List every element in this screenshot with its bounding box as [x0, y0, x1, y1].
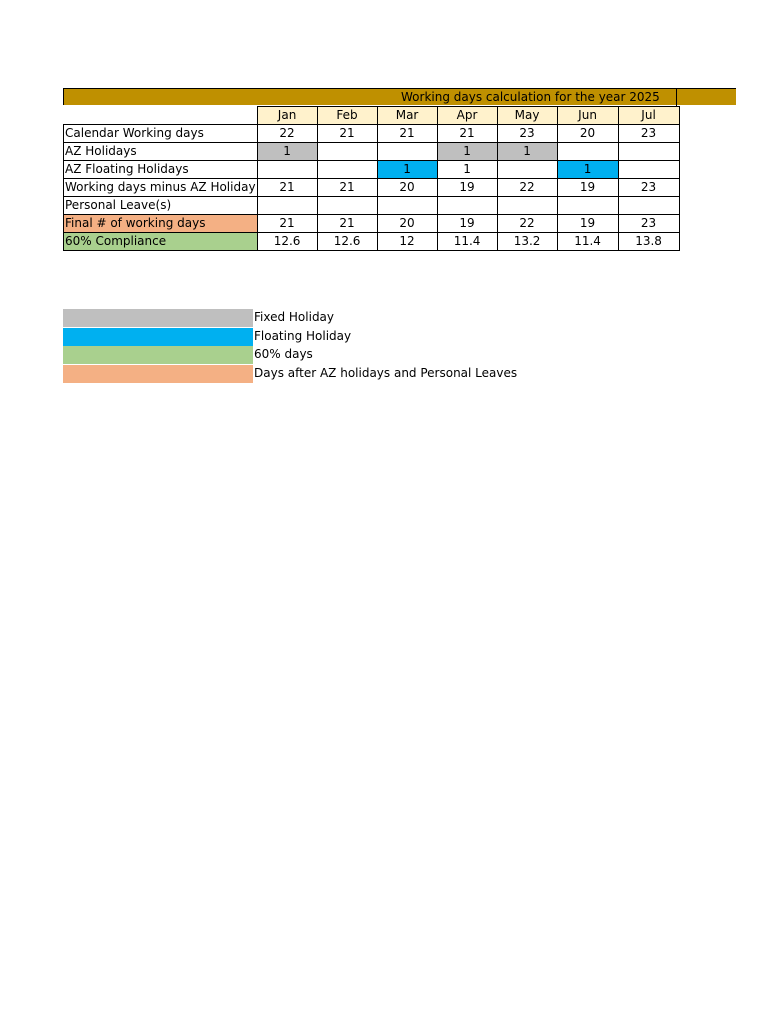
legend-swatch — [63, 328, 253, 346]
table-cell[interactable]: 23 — [618, 179, 679, 197]
table-row — [64, 197, 680, 215]
table-cell[interactable]: 13.2 — [497, 233, 557, 251]
legend-label: Floating Holiday — [254, 328, 352, 343]
row-label[interactable]: Working days minus AZ Holiday — [64, 179, 258, 197]
row-label[interactable]: 60% Compliance — [64, 233, 258, 251]
table-row — [64, 215, 680, 233]
table-cell[interactable]: 21 — [377, 125, 437, 143]
table-cell[interactable]: 23 — [497, 125, 557, 143]
table-cell[interactable]: 20 — [377, 179, 437, 197]
table-cell[interactable] — [497, 161, 557, 179]
month-header-jan[interactable]: Jan — [257, 107, 317, 125]
table-cell[interactable] — [377, 143, 437, 161]
sheet-title-bar — [63, 88, 736, 105]
table-cell[interactable]: 1 — [257, 143, 317, 161]
table-cell[interactable]: 21 — [257, 179, 317, 197]
table-cell[interactable]: 21 — [317, 179, 377, 197]
title-divider — [676, 89, 677, 106]
table-cell[interactable]: 13.8 — [618, 233, 679, 251]
table-cell[interactable]: 1 — [497, 143, 557, 161]
table-cell[interactable]: 1 — [437, 143, 497, 161]
legend-swatch — [63, 365, 253, 383]
row-label[interactable]: Calendar Working days — [64, 125, 258, 143]
table-cell[interactable] — [557, 197, 618, 215]
legend-label: Days after AZ holidays and Personal Leaves — [254, 365, 518, 380]
table-cell[interactable]: 12 — [377, 233, 437, 251]
table-row — [64, 179, 680, 197]
table-cell[interactable] — [317, 161, 377, 179]
table-cell[interactable] — [317, 143, 377, 161]
table-cell[interactable]: 22 — [497, 215, 557, 233]
table-cell[interactable]: 23 — [618, 125, 679, 143]
table-cell[interactable] — [257, 161, 317, 179]
table-cell[interactable]: 20 — [557, 125, 618, 143]
table-cell[interactable]: 21 — [437, 125, 497, 143]
table-cell[interactable] — [437, 197, 497, 215]
table-row — [64, 143, 680, 161]
table-cell[interactable]: 19 — [557, 215, 618, 233]
row-label[interactable]: Personal Leave(s) — [64, 197, 258, 215]
legend-label: Fixed Holiday — [254, 310, 335, 324]
table-cell[interactable]: 1 — [377, 161, 437, 179]
table-cell[interactable]: 19 — [437, 179, 497, 197]
month-header-apr[interactable]: Apr — [437, 107, 497, 125]
table-cell[interactable] — [618, 161, 679, 179]
table-cell[interactable] — [618, 197, 679, 215]
table-cell[interactable]: 21 — [317, 215, 377, 233]
table-cell[interactable]: 20 — [377, 215, 437, 233]
row-label[interactable]: Final # of working days — [64, 215, 258, 233]
table-cell[interactable]: 21 — [257, 215, 317, 233]
table-cell[interactable] — [557, 143, 618, 161]
month-header-jul[interactable]: Jul — [618, 107, 679, 125]
table-cell[interactable]: 23 — [618, 215, 679, 233]
table-cell[interactable]: 11.4 — [557, 233, 618, 251]
corner-cell[interactable] — [64, 107, 258, 125]
table-cell[interactable]: 22 — [257, 125, 317, 143]
table-cell[interactable] — [618, 143, 679, 161]
table-cell[interactable]: 19 — [437, 215, 497, 233]
sheet-title: Working days calculation for the year 2025 — [401, 90, 660, 104]
table-cell[interactable]: 12.6 — [317, 233, 377, 251]
table-cell[interactable] — [497, 197, 557, 215]
table-cell[interactable]: 12.6 — [257, 233, 317, 251]
table-row — [64, 125, 680, 143]
month-header-mar[interactable]: Mar — [377, 107, 437, 125]
legend-label: 60% days — [254, 347, 313, 361]
table-cell[interactable]: 1 — [437, 161, 497, 179]
month-header-jun[interactable]: Jun — [557, 107, 618, 125]
row-label[interactable]: AZ Holidays — [64, 143, 258, 161]
table-cell[interactable] — [257, 197, 317, 215]
month-header-may[interactable]: May — [497, 107, 557, 125]
table-cell[interactable]: 22 — [497, 179, 557, 197]
table-cell[interactable]: 11.4 — [437, 233, 497, 251]
month-header-feb[interactable]: Feb — [317, 107, 377, 125]
legend-swatch — [63, 309, 253, 327]
table-row — [64, 233, 680, 251]
row-label[interactable]: AZ Floating Holidays — [64, 161, 258, 179]
month-header-row — [64, 107, 680, 125]
table-row — [64, 161, 680, 179]
table-cell[interactable]: 19 — [557, 179, 618, 197]
working-days-table — [63, 106, 680, 251]
table-cell[interactable] — [317, 197, 377, 215]
table-cell[interactable] — [377, 197, 437, 215]
table-cell[interactable]: 1 — [557, 161, 618, 179]
table-cell[interactable]: 21 — [317, 125, 377, 143]
legend-swatch — [63, 346, 253, 364]
